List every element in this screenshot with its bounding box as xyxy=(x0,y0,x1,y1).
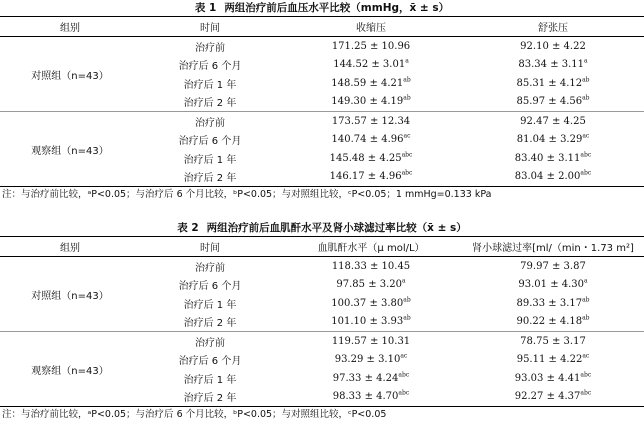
value-text: 97.85 ± 3.20 xyxy=(336,279,403,291)
value-text: 100.37 ± 3.80 xyxy=(331,297,404,309)
table-row xyxy=(0,332,644,351)
value-text: 140.74 ± 4.96 xyxy=(331,134,404,146)
value-text: 118.33 ± 10.45 xyxy=(331,260,411,272)
significance-mark: ab xyxy=(403,76,411,84)
value-text: 83.34 ± 3.11 xyxy=(518,59,585,71)
significance-mark: ab xyxy=(403,296,411,304)
value-cell xyxy=(462,93,644,112)
significance-mark: abc xyxy=(580,151,592,159)
header-group: 组别 xyxy=(60,23,80,34)
value-cell xyxy=(462,294,644,313)
value-text: 148.59 ± 4.21 xyxy=(331,77,404,89)
header-group: 组别 xyxy=(60,243,80,254)
significance-mark: a xyxy=(584,277,588,285)
significance-mark: ab xyxy=(582,94,590,102)
time-cell: 治疗后 6 个月 xyxy=(178,61,242,73)
value-cell xyxy=(462,149,644,168)
value-text: 92.47 ± 4.25 xyxy=(520,115,586,127)
table-2-caption xyxy=(0,220,644,236)
group-name-cell: 观察组（n=43） xyxy=(0,332,140,407)
value-cell xyxy=(462,351,644,370)
time-cell: 治疗前 xyxy=(140,332,280,351)
table-1-body xyxy=(0,37,644,187)
value-text: 92.10 ± 4.22 xyxy=(520,40,586,52)
significance-mark: ac xyxy=(582,352,590,360)
value-text: 101.10 ± 3.93 xyxy=(331,316,404,328)
time-cell: 治疗后 6 个月 xyxy=(178,356,242,368)
value-cell xyxy=(280,149,462,168)
table-1-block xyxy=(0,0,644,203)
time-cell: 治疗前 xyxy=(140,112,280,131)
value-text: 89.33 ± 3.17 xyxy=(516,297,583,309)
time-cell: 治疗后 6 个月 xyxy=(178,136,242,148)
significance-mark: abc xyxy=(580,371,592,379)
value-cell xyxy=(462,332,644,351)
table-2-block xyxy=(0,220,644,423)
value-text: 93.03 ± 4.41 xyxy=(514,372,581,384)
value-text: 119.57 ± 10.31 xyxy=(331,335,411,347)
significance-mark: abc xyxy=(580,169,592,177)
table-1-header-row xyxy=(0,17,644,37)
header-creatinine: 血肌酐水平（μ mol/L） xyxy=(317,243,425,254)
significance-mark: ab xyxy=(582,296,590,304)
value-cell xyxy=(462,56,644,75)
value-cell xyxy=(280,351,462,370)
value-text: 97.33 ± 4.24 xyxy=(332,372,399,384)
time-cell: 治疗前 xyxy=(195,262,225,274)
significance-mark: ab xyxy=(582,314,590,322)
time-cell: 治疗前 xyxy=(195,42,225,54)
value-text: 145.48 ± 4.25 xyxy=(329,152,402,164)
value-cell xyxy=(462,369,644,388)
value-cell xyxy=(280,294,462,313)
value-text: 79.97 ± 3.87 xyxy=(520,260,586,272)
table-1 xyxy=(0,16,644,187)
table-row xyxy=(0,257,644,276)
value-text: 78.75 ± 3.17 xyxy=(520,335,586,347)
significance-mark: ab xyxy=(403,94,411,102)
time-cell: 治疗后 2 年 xyxy=(183,98,237,110)
value-cell xyxy=(280,74,462,93)
table-row xyxy=(0,37,644,56)
value-cell xyxy=(280,257,462,276)
time-cell: 治疗后 6 个月 xyxy=(178,281,242,293)
value-cell xyxy=(280,332,462,351)
significance-mark: ab xyxy=(582,76,590,84)
table-1-number: 表 1 xyxy=(194,2,217,14)
value-cell xyxy=(462,257,644,276)
time-cell: 治疗后 1 年 xyxy=(183,299,237,311)
table-2-note: 注：与治疗前比较，ᵃP<0.05；与治疗后 6 个月比较，ᵇP<0.05；与对照组比较，ᶜP<0.05 xyxy=(2,409,387,420)
significance-mark: a xyxy=(402,277,406,285)
significance-mark: abc xyxy=(401,151,413,159)
value-text: 85.97 ± 4.56 xyxy=(516,96,583,108)
value-text: 81.04 ± 3.29 xyxy=(516,134,583,146)
header-systolic: 收缩压 xyxy=(356,23,386,34)
table-2 xyxy=(0,236,644,407)
value-text: 83.04 ± 2.00 xyxy=(514,171,581,183)
table-2-title: 两组治疗前后血肌酐水平及肾小球滤过率比较（x̄ ± s） xyxy=(206,222,467,234)
value-cell xyxy=(462,74,644,93)
table-1-note: 注：与治疗前比较，ᵃP<0.05；与治疗后 6 个月比较，ᵇP<0.05；与对照组比较，ᶜP<0.05；1 mmHg=0.133 kPa xyxy=(2,189,492,200)
time-cell: 治疗后 1 年 xyxy=(183,374,237,386)
value-cell xyxy=(462,313,644,332)
value-text: 83.40 ± 3.11 xyxy=(514,152,581,164)
table-row xyxy=(0,112,644,131)
value-cell xyxy=(462,131,644,150)
value-cell xyxy=(280,56,462,75)
value-text: 90.22 ± 4.18 xyxy=(516,316,583,328)
significance-mark: ac xyxy=(403,132,411,140)
value-cell xyxy=(280,131,462,150)
group-name-cell: 对照组（n=43） xyxy=(31,290,109,302)
table-1-caption xyxy=(0,0,644,16)
value-text: 146.17 ± 4.96 xyxy=(329,171,402,183)
value-cell xyxy=(280,369,462,388)
value-text: 93.01 ± 4.30 xyxy=(518,279,585,291)
significance-mark: a xyxy=(405,57,409,65)
table-2-body xyxy=(0,257,644,407)
table-2-header-row xyxy=(0,237,644,257)
value-cell xyxy=(462,388,644,407)
value-cell xyxy=(462,112,644,131)
value-cell xyxy=(280,388,462,407)
time-cell: 治疗后 1 年 xyxy=(183,154,237,166)
significance-mark: abc xyxy=(398,371,410,379)
value-cell xyxy=(280,37,462,56)
value-text: 85.31 ± 4.12 xyxy=(516,77,583,89)
value-text: 95.11 ± 4.22 xyxy=(516,354,583,366)
value-cell xyxy=(280,112,462,131)
value-cell xyxy=(462,168,644,187)
significance-mark: abc xyxy=(401,169,413,177)
value-text: 171.25 ± 10.96 xyxy=(331,40,411,52)
value-cell xyxy=(280,313,462,332)
table-1-title: 两组治疗前后血压水平比较（mmHg，x̄ ± s） xyxy=(224,2,450,14)
value-cell xyxy=(462,37,644,56)
value-text: 173.57 ± 12.34 xyxy=(331,115,411,127)
time-cell: 治疗后 2 年 xyxy=(183,393,237,405)
group-name-cell: 观察组（n=43） xyxy=(0,112,140,187)
group-name-cell: 对照组（n=43） xyxy=(31,70,109,82)
significance-mark: ab xyxy=(403,314,411,322)
value-cell xyxy=(280,93,462,112)
value-cell xyxy=(462,276,644,295)
value-text: 98.33 ± 4.70 xyxy=(332,391,399,403)
time-cell: 治疗后 1 年 xyxy=(183,79,237,91)
value-cell xyxy=(280,276,462,295)
value-text: 144.52 ± 3.01 xyxy=(333,59,406,71)
time-cell: 治疗后 2 年 xyxy=(183,173,237,185)
value-text: 149.30 ± 4.19 xyxy=(331,96,404,108)
table-2-number: 表 2 xyxy=(177,222,199,234)
significance-mark: abc xyxy=(398,389,410,397)
header-time: 时间 xyxy=(200,243,220,254)
value-text: 92.27 ± 4.37 xyxy=(514,391,581,403)
significance-mark: ac xyxy=(582,132,590,140)
header-gfr: 肾小球滤过率[ml/（min・1.73 m²] xyxy=(472,243,634,254)
header-time: 时间 xyxy=(200,23,220,34)
significance-mark: abc xyxy=(580,389,592,397)
value-text: 93.29 ± 3.10 xyxy=(334,354,401,366)
time-cell: 治疗后 2 年 xyxy=(183,318,237,330)
header-diastolic: 舒张压 xyxy=(538,23,568,34)
significance-mark: ac xyxy=(400,352,408,360)
value-cell xyxy=(280,168,462,187)
significance-mark: a xyxy=(584,57,588,65)
